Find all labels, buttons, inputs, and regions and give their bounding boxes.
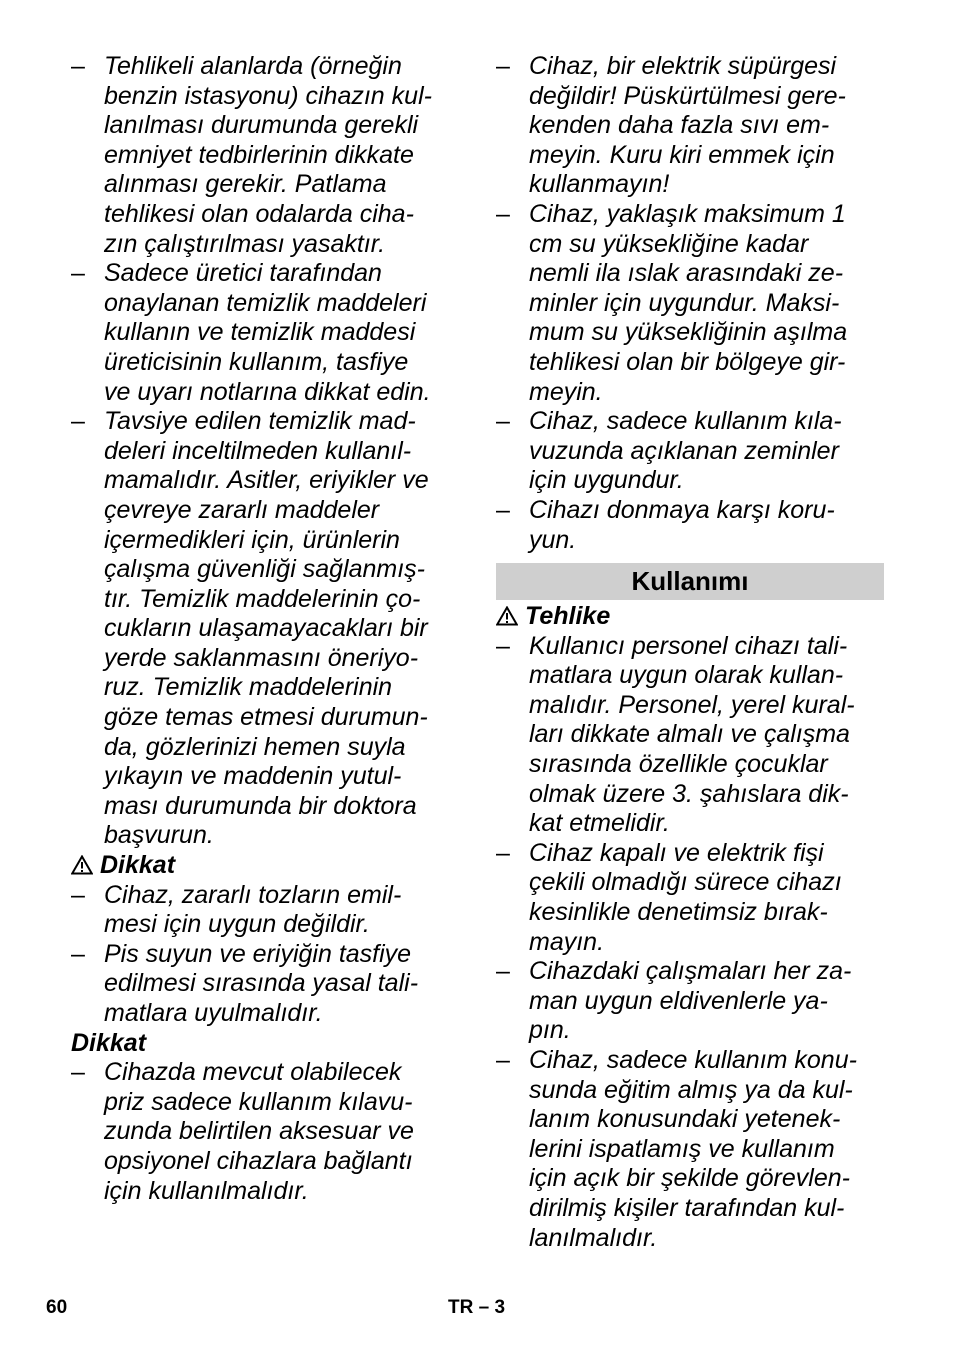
right-list-b: [496, 632, 884, 1253]
list-item-line: Cihazda mevcut olabilecek: [104, 1058, 402, 1087]
list-item-line: Tavsiye edilen temizlik mad-: [104, 407, 416, 436]
warning-heading-tehlike: [496, 602, 884, 632]
list-item-line: meyin. Kuru kiri emmek için: [529, 140, 835, 169]
list-item-line: Cihaz, yaklaşık maksimum 1: [529, 199, 846, 228]
left-column: [71, 52, 463, 1206]
list-item-line: Cihaz, zararlı tozların emil-: [104, 880, 402, 909]
list-item-line: Cihaz, bir elektrik süpürgesi: [529, 52, 837, 80]
list-item-line: lanılması durumunda gerekli: [104, 111, 419, 140]
list-item-line: edilmesi sırasında yasal tali-: [104, 969, 419, 998]
list-dash: –: [496, 1046, 510, 1074]
section-title: Kullanımı: [496, 563, 884, 600]
list-item-line: lanım konusundaki yetenek-: [529, 1105, 841, 1134]
list-dash: –: [71, 939, 85, 968]
list-item-line: minler için uygundur. Maksi-: [529, 288, 840, 317]
list-item-line: tehlikesi olan odalarda ciha-: [104, 199, 414, 228]
list-item-line: göze temas etmesi durumun-: [104, 703, 428, 732]
list-item-line: sunda eğitim almış ya da kul-: [529, 1075, 853, 1104]
left-list-a: [71, 52, 463, 851]
left-list-c: [71, 1058, 463, 1206]
list-item-line: mesi için uygun değildir.: [104, 910, 370, 939]
list-item-line: priz sadece kullanım kılavu-: [104, 1087, 413, 1116]
warning-triangle-icon: [496, 606, 518, 626]
list-item-line: mamalıdır. Asitler, eriyikler ve: [104, 466, 429, 495]
warning-heading-label: Dikkat: [100, 851, 176, 880]
list-item-line: meyin.: [529, 377, 603, 406]
list-item-line: nemli ila ıslak arasındaki ze-: [529, 259, 844, 288]
list-item: [496, 1046, 884, 1253]
list-item-line: ları dikkate almalı ve çalışma: [529, 720, 850, 749]
list-item: [496, 496, 884, 555]
list-item-line: başvurun.: [104, 821, 214, 850]
list-dash: –: [496, 407, 510, 436]
list-item-line: Pis suyun ve eriyiğin tasfiye: [104, 939, 412, 968]
list-item-line: cukların ulaşamayacakları bir: [104, 614, 428, 643]
list-item-line: lerini ispatlamış ve kullanım: [529, 1134, 835, 1163]
list-item-line: lanılmalıdır.: [529, 1223, 658, 1252]
list-item: [496, 957, 884, 1046]
right-column: [496, 52, 884, 1253]
list-item-line: tehlikesi olan bir bölgeye gir-: [529, 347, 846, 376]
list-item-line: zın çalıştırılması yasaktır.: [104, 229, 386, 258]
warning-heading-label: Tehlike: [525, 602, 611, 631]
list-dash: –: [496, 838, 510, 867]
list-item-line: vuzunda açıklanan zeminler: [529, 436, 839, 465]
list-item: [71, 940, 463, 1029]
list-item-line: Sadece üretici tarafından: [104, 259, 382, 288]
list-item-line: alınması gerekir. Patlama: [104, 170, 387, 199]
list-dash: –: [71, 1058, 85, 1087]
list-item-line: çevreye zararlı maddeler: [104, 495, 380, 524]
list-item-line: emniyet tedbirlerinin dikkate: [104, 140, 414, 169]
list-item-line: tır. Temizlik maddelerinin ço-: [104, 584, 421, 613]
list-dash: –: [496, 957, 510, 986]
list-item-line: Cihaz, sadece kullanım konu-: [529, 1046, 857, 1074]
list-item-line: kullanın ve temizlik maddesi: [104, 318, 416, 347]
list-item-line: kesinlikle denetimsiz bırak-: [529, 898, 828, 927]
list-item-line: ve uyarı notlarına dikkat edin.: [104, 377, 431, 406]
list-dash: –: [496, 199, 510, 228]
list-dash: –: [71, 880, 85, 909]
list-item-line: olmak üzere 3. şahıslara dik-: [529, 779, 849, 808]
page-number: 60: [46, 1297, 68, 1318]
list-item: [71, 407, 463, 851]
list-item-line: kullanmayın!: [529, 170, 670, 199]
list-item-line: Kullanıcı personel cihazı tali-: [529, 631, 848, 660]
list-dash: –: [71, 407, 85, 436]
list-item-line: kat etmelidir.: [529, 809, 670, 838]
warning-heading-dikkat: [71, 851, 463, 881]
list-item-line: cm su yüksekliğine kadar: [529, 229, 809, 258]
list-item-line: ması durumunda bir doktora: [104, 791, 417, 820]
list-item: [496, 407, 884, 496]
section-ref: TR – 3: [448, 1297, 506, 1318]
list-item-line: için uygundur.: [529, 466, 684, 495]
list-item: [71, 52, 463, 259]
list-item-line: çekili olmadığı sürece cihazı: [529, 868, 842, 897]
list-dash: –: [496, 495, 510, 524]
list-item-line: çalışma güvenliği sağlanmış-: [104, 555, 425, 584]
list-item-line: onaylanan temizlik maddeleri: [104, 288, 427, 317]
list-item: [496, 839, 884, 957]
list-item-line: sırasında özellikle çocuklar: [529, 750, 828, 779]
list-item-line: mayın.: [529, 927, 605, 956]
list-item-line: Tehlikeli alanlarda (örneğin: [104, 52, 402, 80]
list-item-line: man uygun eldivenlerle ya-: [529, 986, 828, 1015]
right-list-a: [496, 52, 884, 555]
list-item-line: Cihaz, sadece kullanım kıla-: [529, 407, 842, 436]
list-item-line: yerde saklanmasını öneriyo-: [104, 643, 419, 672]
list-item-line: malıdır. Personel, yerel kural-: [529, 690, 855, 719]
list-item-line: içermedikleri için, ürünlerin: [104, 525, 400, 554]
list-item-line: matlara uyulmalıdır.: [104, 999, 323, 1027]
list-item: [496, 632, 884, 839]
list-dash: –: [496, 631, 510, 660]
list-item-line: değildir! Püskürtülmesi gere-: [529, 81, 846, 110]
list-item-line: matlara uygun olarak kullan-: [529, 661, 844, 690]
list-item-line: Cihazı donmaya karşı koru-: [529, 495, 835, 524]
list-dash: –: [71, 52, 85, 80]
list-item-line: yun.: [529, 525, 577, 554]
list-item-line: benzin istasyonu) cihazın kul-: [104, 81, 432, 110]
list-item-line: ruz. Temizlik maddelerinin: [104, 673, 393, 702]
list-item-line: deleri inceltilmeden kullanıl-: [104, 436, 412, 465]
list-item: [496, 52, 884, 200]
list-item: [71, 259, 463, 407]
list-item-line: zunda belirtilen aksesuar ve: [104, 1117, 414, 1146]
list-item-line: mum su yüksekliğinin aşılma: [529, 318, 848, 347]
list-item-line: için kullanılmalıdır.: [104, 1176, 309, 1205]
plain-heading-dikkat: Dikkat: [71, 1028, 147, 1057]
list-item-line: opsiyonel cihazlara bağlantı: [104, 1146, 413, 1175]
list-item-line: kenden daha fazla sıvı em-: [529, 111, 830, 140]
list-item-line: için açık bir şekilde görevlen-: [529, 1164, 850, 1193]
list-item: [496, 200, 884, 407]
list-item-line: pın.: [529, 1016, 571, 1045]
list-item: [71, 881, 463, 940]
list-item-line: üreticisinin kullanım, tasfiye: [104, 347, 409, 376]
list-item: [71, 1058, 463, 1206]
list-dash: –: [496, 52, 510, 80]
left-list-b: [71, 881, 463, 1029]
list-item-line: yıkayın ve maddenin yutul-: [104, 762, 402, 791]
list-item-line: Cihaz kapalı ve elektrik fişi: [529, 838, 824, 867]
list-item-line: da, gözlerinizi hemen suyla: [104, 732, 406, 761]
warning-triangle-icon: [71, 855, 93, 875]
list-dash: –: [71, 259, 85, 288]
list-item-line: dirilmiş kişiler tarafından kul-: [529, 1193, 845, 1222]
list-item-line: Cihazdaki çalışmaları her za-: [529, 957, 852, 986]
